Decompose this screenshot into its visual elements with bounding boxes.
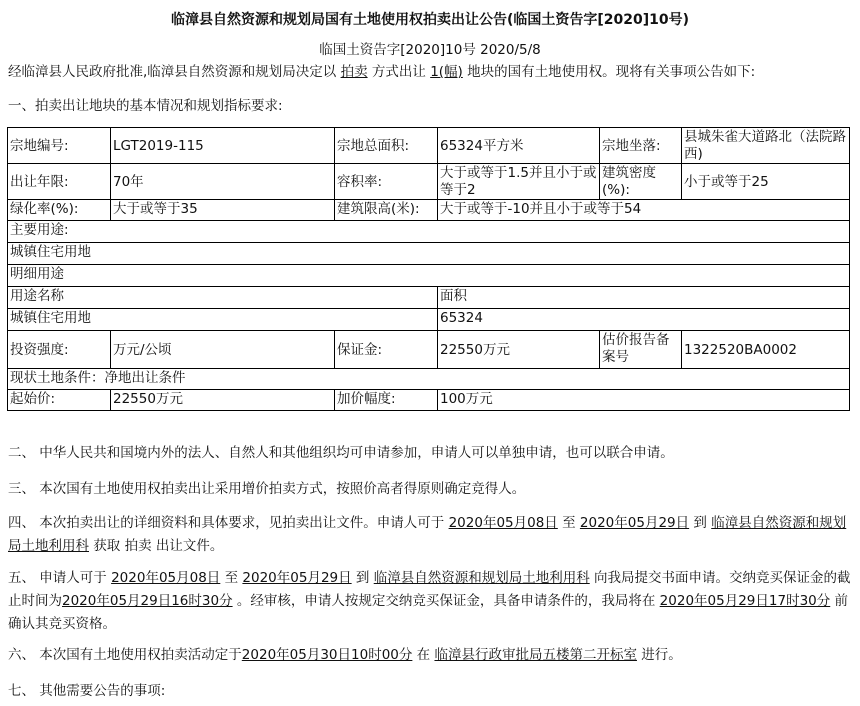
qualification-confirm-time: 2020年05月29日17时30分 (659, 593, 831, 609)
page-title: 临漳县自然资源和规划局国有土地使用权拍卖出让公告(临国土资告字[2020]10号) (170, 12, 690, 28)
section-4-text: 获取 拍卖 出让文件。 (89, 538, 224, 554)
start-price-value: 22550万元 (111, 390, 335, 411)
auction-venue: 临漳县行政审批局五楼第二开标室 (434, 647, 637, 663)
appraisal-label: 估价报告备案号 (600, 331, 682, 369)
doc-end-date: 2020年05月29日 (579, 515, 690, 531)
intro-prefix: 经临漳县人民政府批准,临漳县自然资源和规划局决定以 (8, 64, 341, 80)
parcel-code-value: LGT2019-115 (111, 128, 335, 164)
parcel-area-label: 宗地总面积: (335, 128, 438, 164)
section-7-heading: 七、 其他需要公告的事项: (8, 683, 166, 699)
parcel-code-label: 宗地编号: (8, 128, 111, 164)
deposit-value: 22550万元 (438, 331, 600, 369)
use-name-header: 用途名称 (8, 287, 438, 309)
deposit-label: 保证金: (335, 331, 438, 369)
section-2-paragraph: 二、 中华人民共和国境内外的法人、自然人和其他组织均可申请参加，申请人可以单独申请，也可以联合申请。 (8, 445, 674, 461)
auction-time: 2020年05月30日10时00分 (241, 647, 413, 663)
deposit-deadline: 2020年05月29日16时30分 (62, 593, 233, 609)
apply-end-date: 2020年05月29日 (242, 570, 352, 586)
section-6-paragraph (8, 644, 852, 667)
section-1-heading: 一、拍卖出让地块的基本情况和规划指标要求: (8, 98, 283, 114)
invest-label: 投资强度: (8, 331, 111, 369)
table-row (8, 331, 850, 369)
section-4-text: 到 (689, 515, 712, 531)
parcel-location-value: 县城朱雀大道路北（法院路西) (682, 128, 850, 164)
use-area-value: 65324 (438, 309, 850, 331)
increment-value: 100万元 (438, 390, 850, 411)
increment-label: 加价幅度: (335, 390, 438, 411)
intro-paragraph (8, 60, 755, 80)
section-6-text: 在 (412, 647, 435, 663)
apply-start-date: 2020年05月08日 (111, 570, 221, 586)
section-6-text: 进行。 (636, 647, 682, 663)
section-5-text: 至 (220, 570, 243, 586)
far-value: 大于或等于1.5并且小于或等于2 (438, 164, 600, 200)
invest-value: 万元/公顷 (111, 331, 335, 369)
use-area-header: 面积 (438, 287, 850, 309)
doc-office: 临漳县自然资源和规划局土地利用科 (8, 515, 847, 554)
table-row (8, 243, 850, 265)
announcement-number-date: 临国土资告字[2020]10号 2020/5/8 (319, 42, 541, 58)
main-use-label: 主要用途: (8, 221, 850, 243)
intro-middle: 方式出让 (367, 64, 431, 80)
section-4-text: 至 (557, 515, 580, 531)
far-label: 容积率: (335, 164, 438, 200)
intro-suffix: 地块的国有土地使用权。现将有关事项公告如下: (462, 64, 756, 80)
appraisal-value: 1322520BA0002 (682, 331, 850, 369)
parcel-info-table (7, 127, 850, 411)
table-row (8, 200, 850, 221)
land-condition: 现状土地条件：净地出让条件 (8, 369, 850, 390)
main-use-value: 城镇住宅用地 (8, 243, 850, 265)
table-row (8, 369, 850, 390)
section-5-text: 向我局提交书面申请。交纳竞买保证金的截止时间为 (8, 570, 851, 609)
intro-method: 拍卖 (340, 64, 368, 80)
section-4-paragraph (8, 512, 852, 558)
start-price-label: 起始价: (8, 390, 111, 411)
parcel-location-label: 宗地坐落: (600, 128, 682, 164)
section-3-paragraph: 三、 本次国有土地使用权拍卖出让采用增价拍卖方式，按照价高者得原则确定竞得人。 (8, 481, 526, 497)
table-row (8, 221, 850, 243)
section-5-paragraph (8, 567, 852, 636)
term-value: 70年 (111, 164, 335, 200)
section-5-text: 前确认其竞买资格。 (8, 593, 849, 632)
section-5-text: 。经审核，申请人按规定交纳竞买保证金，具备申请条件的，我局将在 (232, 593, 660, 609)
use-name-value: 城镇住宅用地 (8, 309, 438, 331)
section-5-text: 到 (351, 570, 374, 586)
green-value: 大于或等于35 (111, 200, 335, 221)
table-row (8, 265, 850, 287)
section-5-text: 五、 申请人可于 (8, 570, 112, 586)
parcel-area-value: 65324平方米 (438, 128, 600, 164)
height-label: 建筑限高(米): (335, 200, 438, 221)
section-4-text: 四、 本次拍卖出让的详细资料和具体要求，见拍卖出让文件。申请人可于 (8, 515, 449, 531)
height-value: 大于或等于-10并且小于或等于54 (438, 200, 850, 221)
term-label: 出让年限: (8, 164, 111, 200)
doc-start-date: 2020年05月08日 (448, 515, 558, 531)
table-row (8, 287, 850, 309)
table-row (8, 390, 850, 411)
table-row (8, 164, 850, 200)
section-6-text: 六、 本次国有土地使用权拍卖活动定于 (8, 647, 242, 663)
intro-count: 1(幅) (430, 64, 463, 80)
table-row (8, 128, 850, 164)
detail-use-label: 明细用途 (8, 265, 850, 287)
density-label: 建筑密度(%): (600, 164, 682, 200)
apply-office: 临漳县自然资源和规划局土地利用科 (373, 570, 590, 586)
table-row (8, 309, 850, 331)
green-label: 绿化率(%): (8, 200, 111, 221)
density-value: 小于或等于25 (682, 164, 850, 200)
